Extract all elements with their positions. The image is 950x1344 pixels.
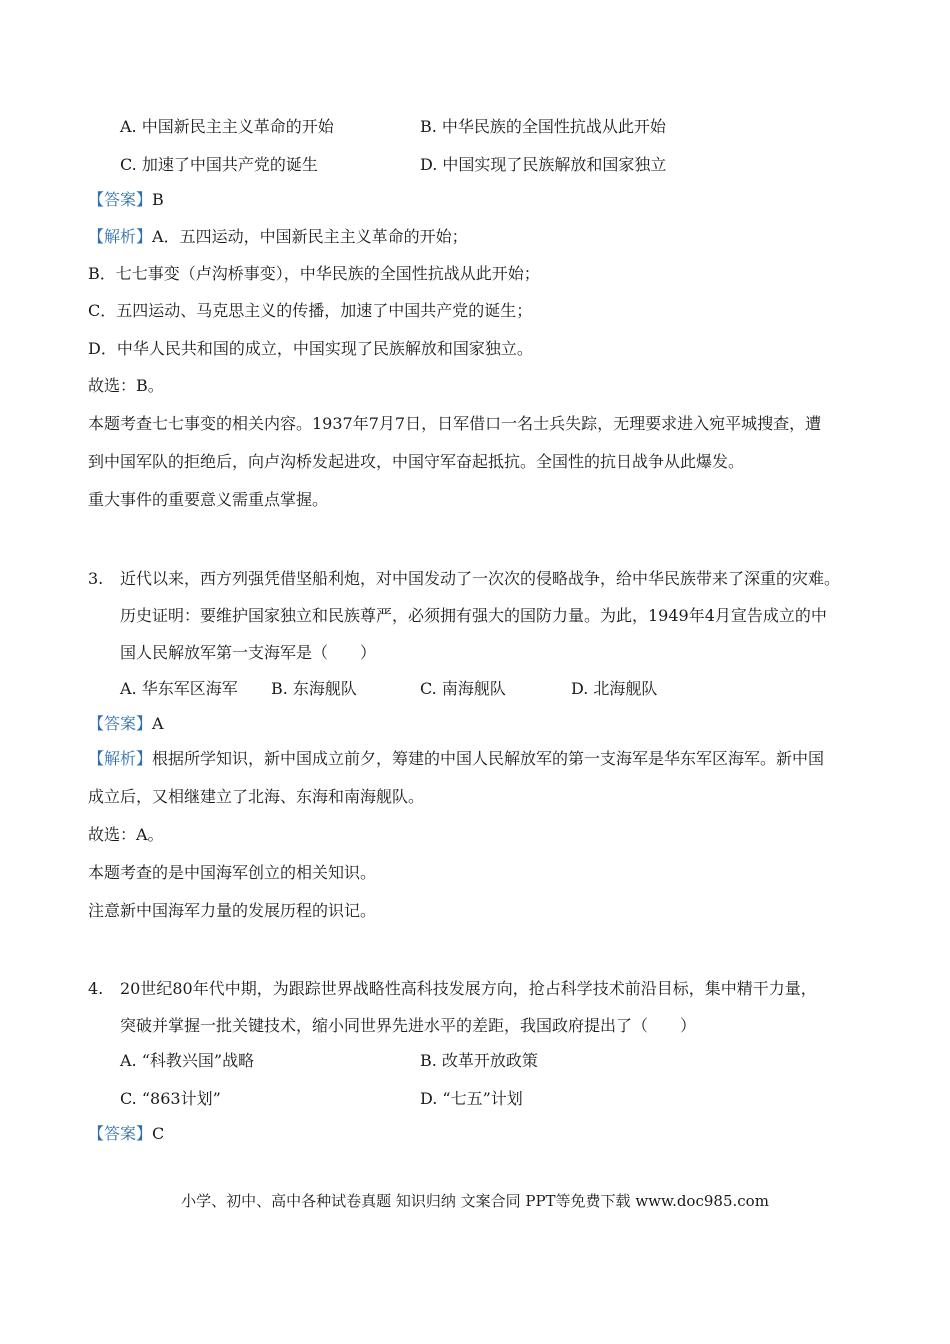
q4-answer (88, 1123, 164, 1145)
q4-option-b: B. 改革开放政策 (420, 1051, 538, 1070)
q2-option-b: B. 中华民族的全国性抗战从此开始 (420, 117, 666, 136)
analysis-tag: 【解析】 (88, 227, 153, 246)
q2-answer (88, 189, 164, 211)
q3-analysis-line: 成立后，又相继建立了北海、东海和南海舰队。 (88, 787, 425, 806)
q4-number: 4. (88, 979, 104, 998)
q4-option-a: A. “科教兴国”战略 (120, 1051, 255, 1070)
q3-number: 3. (88, 569, 104, 588)
analysis-text: A．五四运动，中国新民主主义革命的开始； (152, 227, 468, 246)
answer-value: B (152, 190, 164, 209)
q3-analysis-line: 注意新中国海军力量的发展历程的识记。 (88, 901, 377, 920)
q4-option-d: D. “七五”计划 (420, 1089, 523, 1108)
q3-option-c: C. 南海舰队 (420, 679, 506, 698)
q2-option-d: D. 中国实现了民族解放和国家独立 (420, 155, 667, 174)
q3-option-a: A. 华东军区海军 (120, 679, 238, 698)
q4-stem-line: 20世纪80年代中期，为跟踪世界战略性高科技发展方向，抢占科学技术前沿目标，集中精干力量， (120, 979, 817, 998)
q3-answer (88, 713, 164, 735)
answer-tag: 【答案】 (88, 1124, 153, 1143)
answer-value: C (152, 1124, 165, 1143)
q3-analysis-line: 本题考查的是中国海军创立的相关知识。 (88, 863, 377, 882)
q2-conclusion: 故选：B。 (88, 376, 164, 395)
q3-stem-line: 近代以来，西方列强凭借坚船利炮，对中国发动了一次次的侵略战争，给中华民族带来了深重的灾难。 (120, 569, 841, 588)
q2-analysis-line: 到中国军队的拒绝后，向卢沟桥发起进攻，中国守军奋起抵抗。全国性的抗日战争从此爆发。 (88, 452, 745, 471)
page-footer: 小学、初中、高中各种试卷真题 知识归纳 文案合同 PPT等免费下载 www.doc985.com (181, 1192, 769, 1210)
q3-conclusion: 故选：A。 (88, 825, 164, 844)
q4-option-c: C. “863计划” (120, 1089, 221, 1108)
q2-analysis-line: 本题考查七七事变的相关内容。1937年7月7日，日军借口一名士兵失踪，无理要求进入宛平城搜查，遭 (88, 414, 822, 433)
q2-analysis-line: D．中华人民共和国的成立，中国实现了民族解放和国家独立。 (88, 339, 533, 358)
q3-analysis-first (88, 748, 824, 770)
q2-option-a: A. 中国新民主主义革命的开始 (120, 117, 334, 136)
q3-option-d: D. 北海舰队 (571, 679, 658, 698)
q3-option-b: B. 东海舰队 (271, 679, 357, 698)
q2-option-c: C. 加速了中国共产党的诞生 (120, 155, 318, 174)
q2-analysis-line: B．七七事变（卢沟桥事变），中华民族的全国性抗战从此开始； (88, 264, 540, 283)
answer-value: A (152, 714, 164, 733)
q4-stem-line: 突破并掌握一批关键技术，缩小同世界先进水平的差距，我国政府提出了（ ） (120, 1016, 697, 1035)
q2-analysis-line: 重大事件的重要意义需重点掌握。 (88, 490, 329, 509)
analysis-text: 根据所学知识，新中国成立前夕，筹建的中国人民解放军的第一支海军是华东军区海军。新中国 (152, 749, 825, 768)
q3-stem-line: 历史证明：要维护国家独立和民族尊严，必须拥有强大的国防力量。为此，1949年4月宣告成立的中 (120, 606, 827, 625)
q2-analysis-line: C．五四运动、马克思主义的传播，加速了中国共产党的诞生； (88, 301, 533, 320)
q3-stem-line: 国人民解放军第一支海军是（ ） (120, 643, 377, 662)
answer-tag: 【答案】 (88, 190, 153, 209)
answer-tag: 【答案】 (88, 714, 153, 733)
q2-analysis-first (88, 226, 468, 248)
analysis-tag: 【解析】 (88, 749, 153, 768)
